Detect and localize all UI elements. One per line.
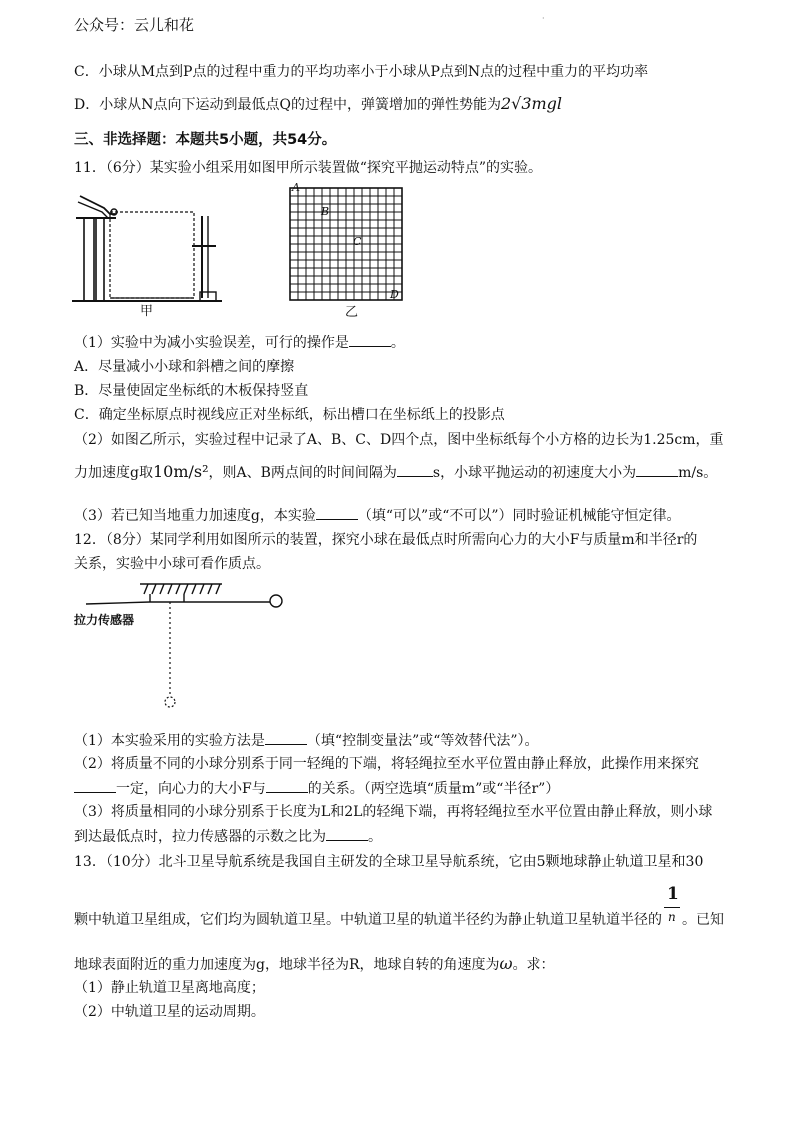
figure-yi-grid xyxy=(286,182,410,306)
point-c-label: C xyxy=(353,235,362,248)
q13-line3 xyxy=(74,954,555,975)
q10-option-d-math: 2√3mgl xyxy=(500,94,563,113)
answer-blank[interactable] xyxy=(349,332,391,347)
q11-stem: 11．（6分）某实验小组采用如图甲所示装置做“探究平抛运动特点”的实验。 xyxy=(74,160,543,176)
q11-part3 xyxy=(74,505,681,526)
q12-part2-text-a: 一定，向心力的大小F与 xyxy=(116,781,266,797)
q12-part3-line2 xyxy=(74,826,382,847)
q12-part3-line1: （3）将质量相同的小球分别系于长度为L和2L的轻绳下端，再将轻绳拉至水平位置由静止释放，则小球 xyxy=(74,804,713,820)
q12-part2-line2 xyxy=(74,778,559,799)
q11-part2-line1: （2）如图乙所示，实验过程中记录了A、B、C、D四个点，图中坐标纸每个小方格的边长为1.25cm，重 xyxy=(74,432,724,448)
q10-option-c: C．小球从M点到P点的过程中重力的平均功率小于小球从P点到N点的过程中重力的平均功率 xyxy=(74,64,649,80)
q11-part3-text-a: （3）若已知当地重力加速度g，本实验 xyxy=(74,508,316,524)
q13-sub1: （1）静止轨道卫星离地高度； xyxy=(74,980,265,996)
q13-line1: 13．（10分）北斗卫星导航系统是我国自主研发的全球卫星导航系统，它由5颗地球静止轨道卫星和30 xyxy=(74,854,704,870)
point-a-label: A xyxy=(292,182,300,194)
section-title: 三、非选择题：本题共5小题，共54分。 xyxy=(74,132,337,148)
header-dot: · xyxy=(542,14,545,23)
point-b-label: B xyxy=(321,205,330,218)
figure-sensor-apparatus xyxy=(74,580,294,714)
sensor-label: 拉力传感器 xyxy=(74,613,135,627)
q13-line2: 颗中轨道卫星组成，它们均为圆轨道卫星。中轨道卫星的轨道半径约为静止轨道卫星轨道半径的 xyxy=(74,912,662,928)
fraction-numerator: 1 xyxy=(667,884,679,904)
q13-line2-end: 。已知 xyxy=(682,912,724,928)
q11-option-a: A．尽量减小小球和斜槽之间的摩擦 xyxy=(74,359,295,375)
answer-blank[interactable] xyxy=(266,778,308,793)
q12-stem-line2: 关系，实验中小球可看作质点。 xyxy=(74,556,270,572)
q12-part3-text-b: 。 xyxy=(368,829,382,845)
omega-symbol: ω xyxy=(499,954,513,973)
q11-part2-text-c: s，小球平抛运动的初速度大小为 xyxy=(432,465,637,481)
fraction-bar xyxy=(664,907,680,908)
q11-part1-end: 。 xyxy=(390,335,405,351)
q13-line3-text-a: 地球表面附近的重力加速度为g，地球半径为R，地球自转的角速度为 xyxy=(74,957,500,973)
q12-stem-line1: 12．（8分）某同学利用如图所示的装置，探究小球在最低点时所需向心力的大小F与质量m和半径r的 xyxy=(74,532,698,548)
q11-part2-line2 xyxy=(74,462,717,483)
q11-part2-text-a: 力加速度g取 xyxy=(74,465,153,481)
figure-yi-label: 乙 xyxy=(345,305,359,320)
q11-part2-text-d: m/s。 xyxy=(678,465,718,481)
q12-part3-text-a: 到达最低点时，拉力传感器的示数之比为 xyxy=(74,829,326,845)
answer-blank[interactable] xyxy=(397,462,433,477)
q13-sub2: （2）中轨道卫星的运动周期。 xyxy=(74,1004,265,1020)
answer-blank[interactable] xyxy=(636,462,678,477)
q12-part1 xyxy=(74,730,539,751)
q11-part1-text: （1）实验中为减小实验误差，可行的操作是 xyxy=(74,335,349,351)
answer-blank[interactable] xyxy=(326,826,368,841)
gravity-value: 10m/s² xyxy=(152,462,209,481)
q13-line3-text-b: 。求： xyxy=(512,957,555,973)
q12-part1-text-a: （1）本实验采用的实验方法是 xyxy=(74,733,265,749)
q12-part2-text-b: 的关系。（两空选填“质量m”或“半径r”） xyxy=(307,781,560,797)
point-d-label: D xyxy=(390,288,399,301)
fraction-denominator: n xyxy=(668,910,676,924)
figure-jia-label: 甲 xyxy=(140,304,154,319)
q12-part2-line1: （2）将质量不同的小球分别系于同一轻绳的下端，将轻绳拉至水平位置由静止释放，此操作用来探究 xyxy=(74,756,699,772)
q11-part3-text-b: （填“可以”或“不可以”）同时验证机械能守恒定律。 xyxy=(357,508,681,524)
q10-option-d xyxy=(74,94,562,115)
q11-part2-text-b: ，则A、B两点间的时间间隔为 xyxy=(208,465,397,481)
q11-option-c: C．确定坐标原点时视线应正对坐标纸，标出槽口在坐标纸上的投影点 xyxy=(74,407,505,423)
q10-option-d-text: D．小球从N点向下运动到最低点Q的过程中，弹簧增加的弹性势能为 xyxy=(74,97,501,113)
answer-blank[interactable] xyxy=(74,778,116,793)
answer-blank[interactable] xyxy=(316,505,358,520)
q12-part1-text-b: （填“控制变量法”或“等效替代法”）。 xyxy=(306,733,539,749)
q11-option-b: B．尽量使固定坐标纸的木板保持竖直 xyxy=(74,383,309,399)
answer-blank[interactable] xyxy=(265,730,307,745)
q11-part1 xyxy=(74,332,405,353)
account-header: 公众号：云儿和花 xyxy=(74,16,195,34)
